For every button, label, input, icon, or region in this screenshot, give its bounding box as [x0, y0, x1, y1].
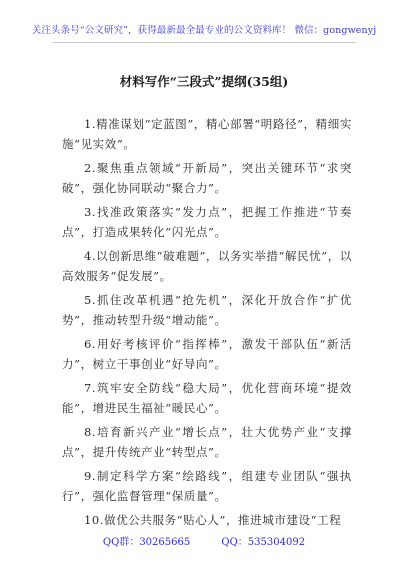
outline-item: 4.以创新思维“破难题”，以务实举措“解民忧”，以高效服务“促发展”。 — [62, 249, 352, 283]
page-header-notice: 关注头条号“公文研究”，获得最新最全最专业的公文资料库！ 微信：gongwenyj — [31, 25, 377, 36]
outline-item: 3.找准政策落实“发力点”，把握工作推进“节奏点”，打造成果转化“闪光点”。 — [62, 205, 352, 239]
header-divider — [52, 42, 356, 43]
outline-item: 2.聚焦重点领域“开新局”，突出关键环节“求突破”，强化协同联动“聚合力”。 — [62, 161, 352, 195]
outline-item: 8.培育新兴产业“增长点”，壮大优势产业“支撑点”，提升传统产业“转型点”。 — [62, 425, 352, 459]
outline-item: 6.用好考核评价“指挥棒”，激发干部队伍“新活力”，树立干事创业“好导向”。 — [62, 337, 352, 371]
outline-item: 1.精准谋划“定蓝图”，精心部署“明路径”，精细实施“见实效”。 — [62, 117, 352, 151]
outline-item: 7.筑牢安全防线“稳大局”，优化营商环境“提效能”，增进民生福祉“暖民心”。 — [62, 381, 352, 415]
qq-group-number: QQ群：30265665 — [102, 537, 191, 548]
outline-item: 5.抓住改革机遇“抢先机”，深化开放合作“扩优势”，推动转型升级“增动能”。 — [62, 293, 352, 327]
page-footer — [0, 533, 408, 548]
qq-number: QQ：535304092 — [221, 537, 306, 548]
document-title: 材料写作“三段式”提纲(35组) — [119, 74, 289, 89]
outline-item: 9.制定科学方案“绘路线”，组建专业团队“强执行”，强化监督管理“保质量”。 — [62, 469, 352, 503]
outline-item: 10.做优公共服务“贴心人”，推进城市建设“工程 — [84, 513, 342, 527]
outline-list — [62, 114, 352, 534]
